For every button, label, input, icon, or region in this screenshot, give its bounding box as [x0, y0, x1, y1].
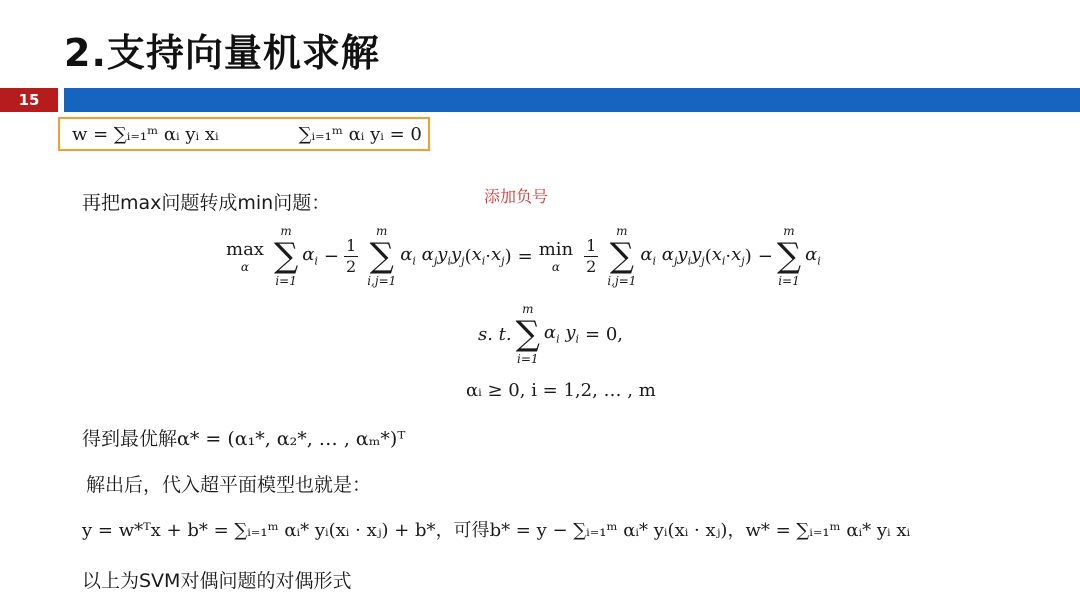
page-title: 2.支持向量机求解: [64, 31, 380, 75]
hyperplane-equation-line: [82, 516, 910, 542]
sum-operator: m ∑ i=1: [273, 224, 299, 288]
subject-to-label: s. t.: [478, 323, 512, 345]
annotation-note: 添加负号: [484, 187, 549, 206]
weight-equation: w = ∑ᵢ₌₁ᵐ αᵢ yᵢ xᵢ: [72, 123, 219, 145]
hyperplane-w-equation: w* = ∑ᵢ₌₁ᵐ αᵢ* yᵢ xᵢ: [745, 520, 911, 541]
slide-number: 15: [18, 91, 40, 109]
fraction-half: $\frac{1}{2}$: [346, 235, 357, 276]
substitute-text: 解出后，代入超平面模型也就是：: [86, 474, 372, 496]
hyperplane-b-equation: b* = y − ∑ᵢ₌₁ᵐ αᵢ* yᵢ(xᵢ · xⱼ): [489, 520, 728, 541]
slide-number-badge: [0, 88, 58, 112]
sum-operator: m ∑ i,j=1: [367, 224, 397, 288]
optimum-label: 得到最优解: [82, 428, 178, 450]
conclusion-text: 以上为SVM对偶问题的对偶形式: [82, 570, 352, 592]
alpha-constraint-equation: ∑ᵢ₌₁ᵐ αᵢ yᵢ = 0: [298, 123, 422, 145]
highlighted-equations-box: [58, 117, 430, 151]
intro-text: 再把max问题转成min问题：: [82, 192, 331, 214]
sum-operator: m ∑ i,j=1: [607, 224, 637, 288]
optimal-solution-line: [82, 424, 405, 451]
min-operator: min α: [538, 239, 574, 274]
sum-operator: m ∑ i=1: [776, 224, 802, 288]
nonnegativity-constraint: αᵢ ≥ 0, i = 1,2, … , m: [466, 380, 656, 401]
hyperplane-y-equation: y = w*ᵀx + b* = ∑ᵢ₌₁ᵐ αᵢ* yᵢ(xᵢ · xⱼ) + b*: [82, 520, 436, 541]
separator-text: ，: [727, 520, 746, 541]
separator-text: ，可得: [435, 520, 490, 541]
dual-objective-equation: max α m ∑ i=1 $\alpha_i$ − $\frac{1}{2}$ m ∑ i,j=1 $\alpha_i$ $\alpha_jy_iy_j$ ( $x_i$ · $x_j$ ) = min α $\frac{1}{2}$ m ∑ i,j=1 $\alpha_i$ $\alpha_jy_iy_j$ ( $x_i$ · $x_j$ ) − m ∑ i=1 $\alpha_i$: [226, 224, 821, 288]
header-divider-bar: [64, 88, 1080, 112]
max-operator: max α: [226, 239, 264, 274]
optimum-value: α* = (α₁*, α₂*, … , αₘ*)ᵀ: [177, 428, 406, 450]
fraction-half: $\frac{1}{2}$: [586, 235, 597, 276]
constraint-equation: s. t. m ∑ i=1 $\alpha_i$ $y_i$ = 0,: [478, 302, 624, 366]
sum-operator: m ∑ i=1: [515, 302, 540, 366]
